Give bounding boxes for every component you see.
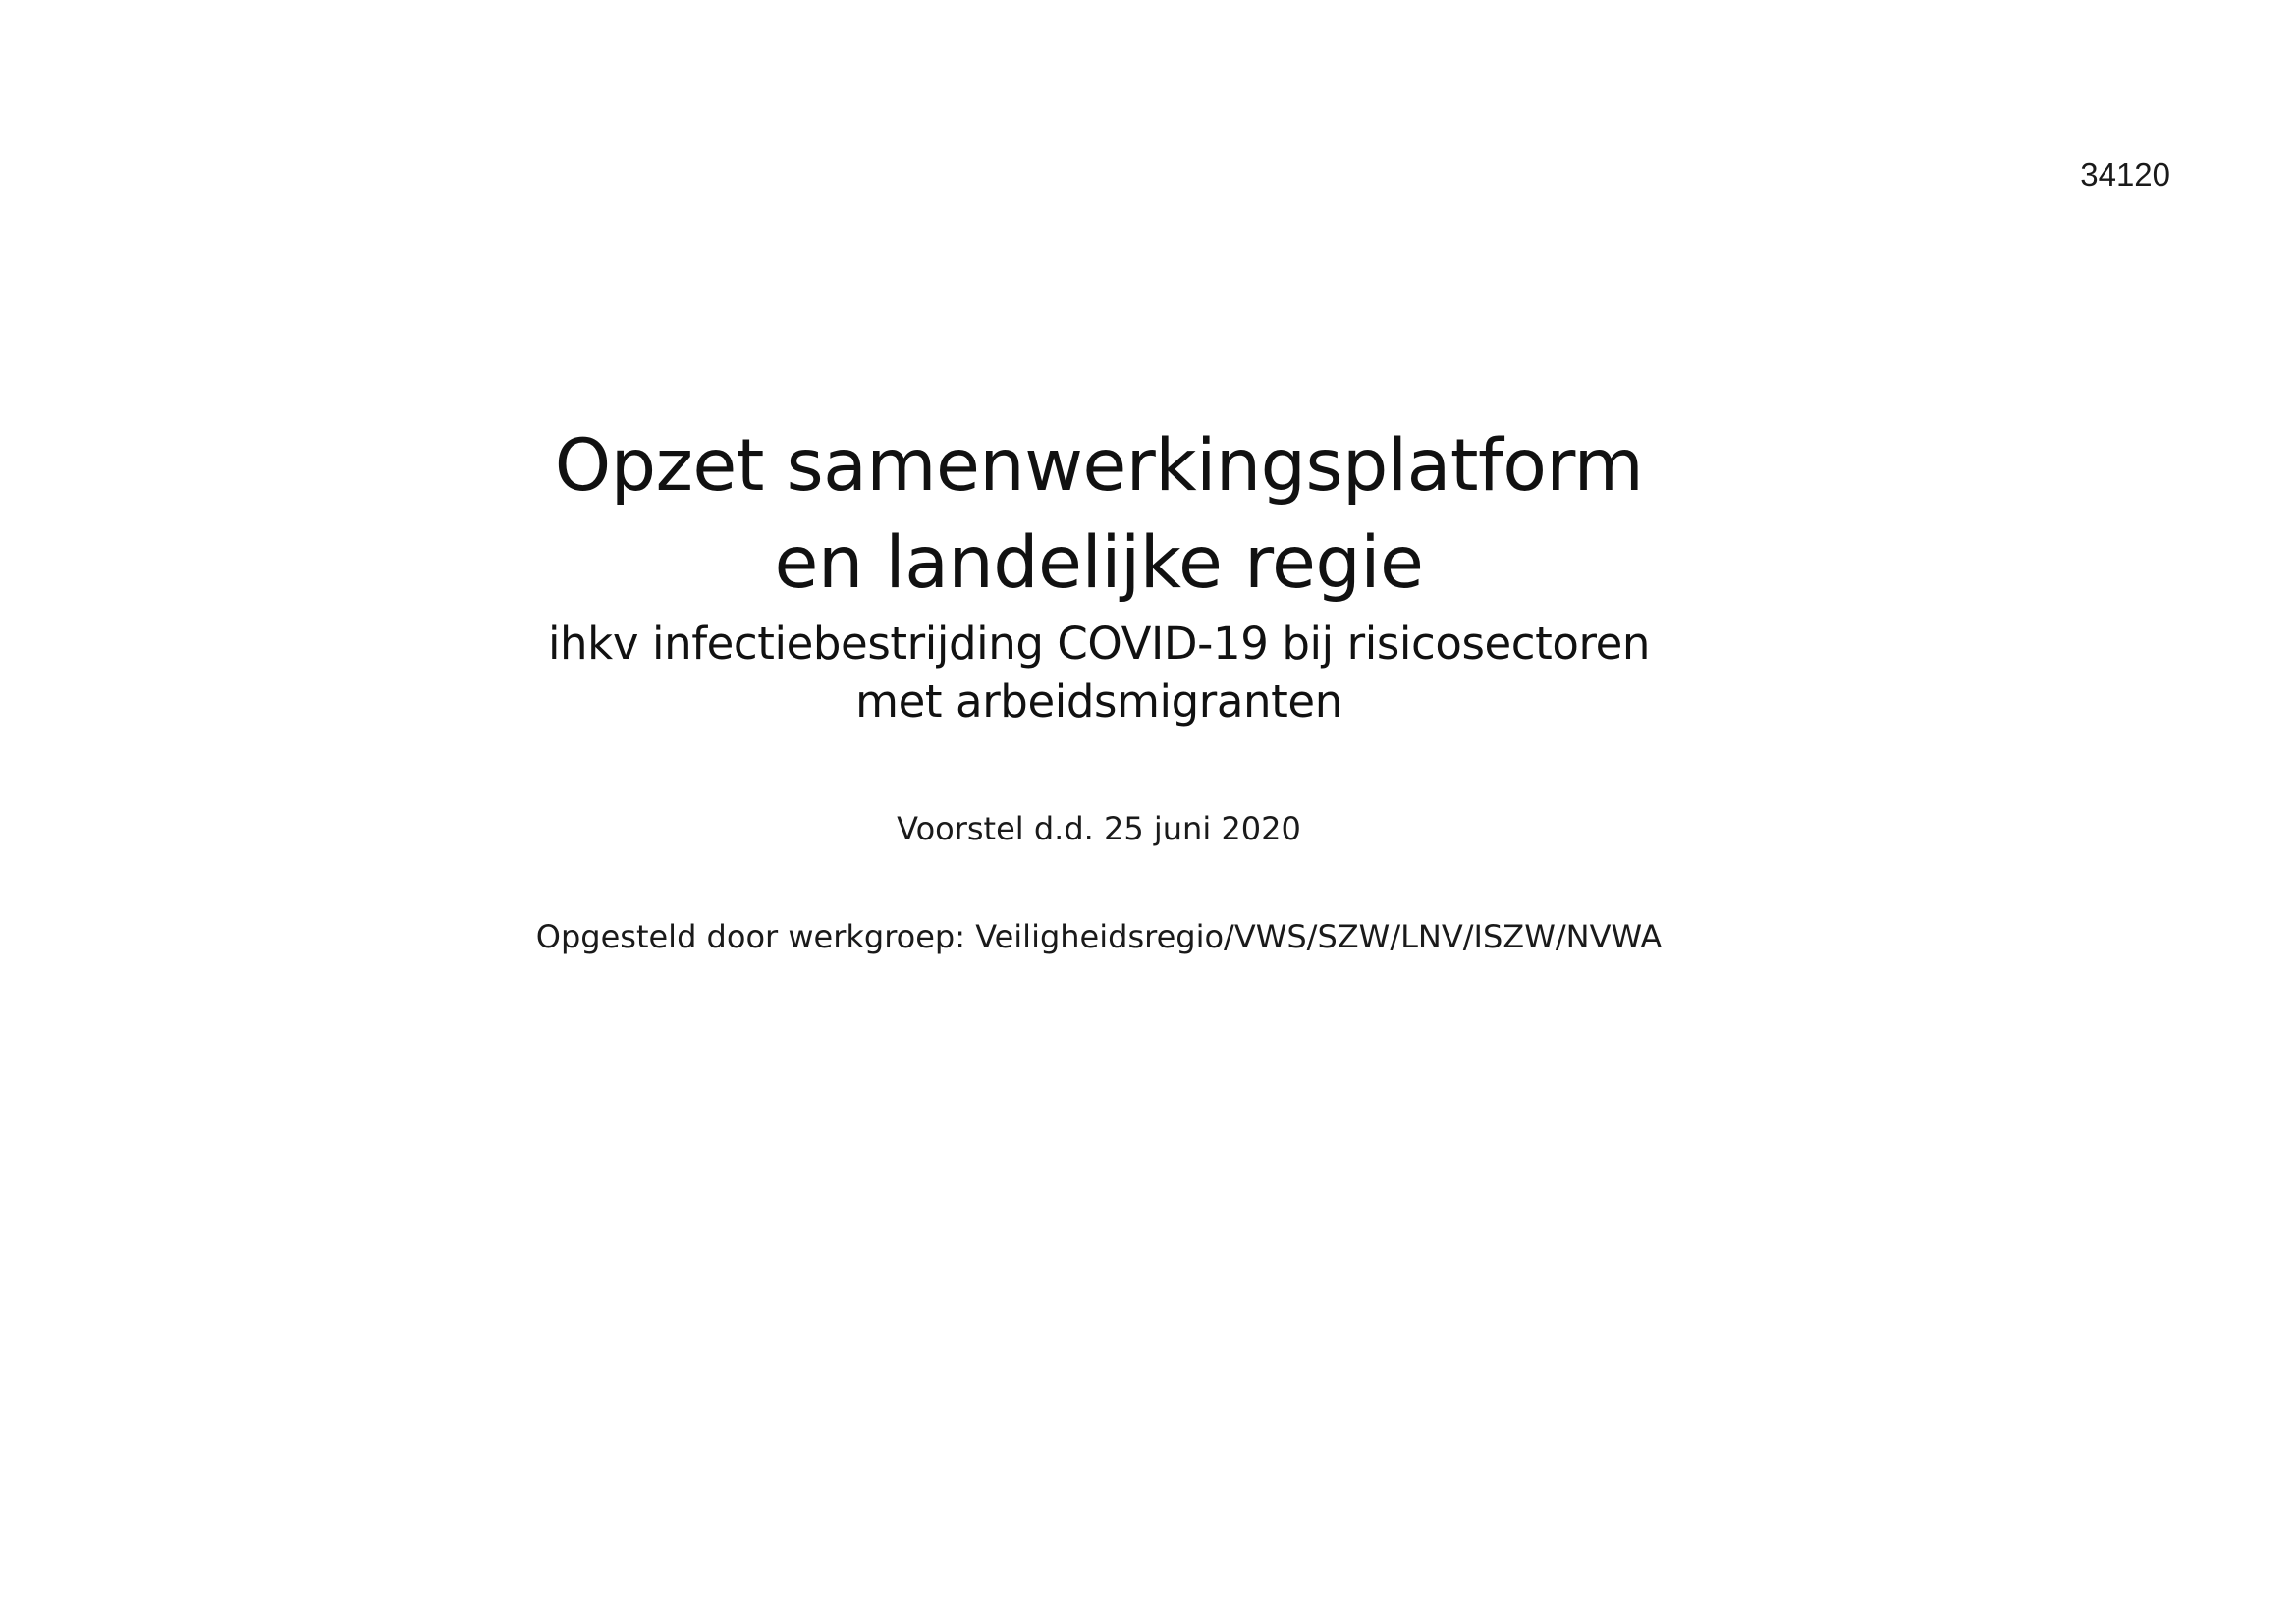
document-subtitle xyxy=(411,615,1786,731)
working-group-credit: Opgesteld door werkgroep: Veiligheidsregio/VWS/SZW/LNV/ISZW/NVWA xyxy=(535,918,1663,955)
document-title xyxy=(411,417,1786,612)
title-line: en landelijke regie xyxy=(774,521,1424,605)
subtitle-line: ihkv infectiebestrijding COVID-19 bij risicosectoren xyxy=(547,618,1651,670)
subtitle-line: met arbeidsmigranten xyxy=(855,676,1342,728)
title-line: Opzet samenwerkingsplatform xyxy=(554,424,1644,508)
document-number: 34120 xyxy=(2080,156,2170,192)
proposal-date: Voorstel d.d. 25 juni 2020 xyxy=(897,810,1301,847)
